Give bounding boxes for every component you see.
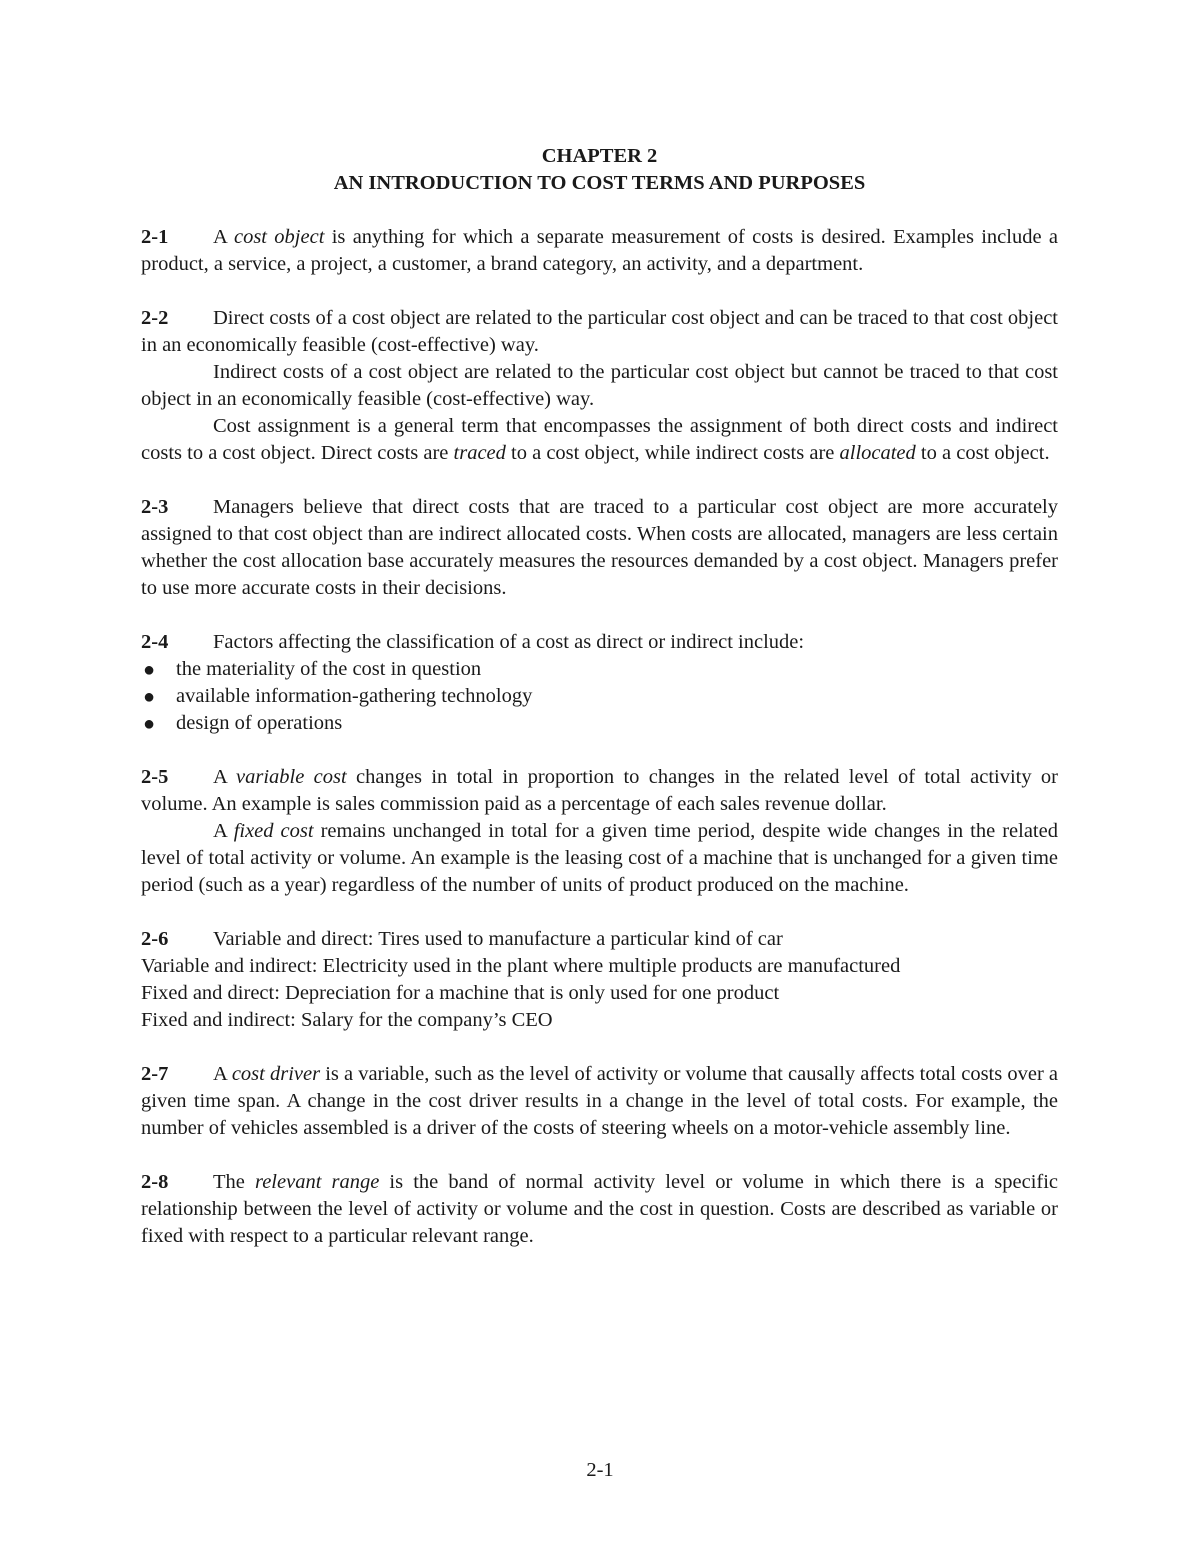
answer-text: is anything for which a separate measurement of costs is desired. Examples include a product, a service, a project, a customer, a brand category, an activity, and a department. — [141, 226, 1058, 275]
answer-text: is the band of normal activity level or volume in which there is a specific relationship between the level of activity or volume and the cost in question. Costs are described as variable or fixed with respect to a particular relevant range. — [141, 1171, 1059, 1247]
answer-2-1 — [141, 224, 1058, 278]
bullet-icon: ● — [143, 686, 156, 708]
answer-2-6 — [141, 926, 1058, 1034]
answer-text: changes in total in proportion to changes in the related level of total activity or volume. An example is sales commission paid as a percentage of each sales revenue dollar. — [141, 766, 1058, 815]
chapter-heading — [141, 143, 1058, 197]
answer-2-5 — [141, 764, 1058, 899]
answer-text: Managers believe that direct costs that are traced to a particular cost object are more accurately assigned to that cost object than are indirect allocated costs. When costs are allocated, managers are less certain whether the cost allocation base accurately measures the resources demanded by a cost object. Managers prefer to use more accurate costs in their decisions. — [141, 496, 1058, 599]
answer-line: 2-6 Variable and direct: Tires used to manufacture a particular kind of car — [141, 926, 1058, 953]
list-item: ● the materiality of the cost in question — [141, 656, 1058, 683]
answer-2-2 — [141, 305, 1058, 467]
answer-paragraph — [141, 305, 1058, 359]
answer-text: A — [213, 820, 234, 842]
page-number: 2-1 — [586, 1459, 614, 1481]
answer-number: 2-3 — [141, 496, 169, 518]
answer-2-3 — [141, 494, 1058, 602]
answer-text: A — [213, 1063, 232, 1085]
answer-text: The — [213, 1171, 255, 1193]
answer-number: 2-2 — [141, 307, 169, 329]
page-content — [141, 143, 1058, 1250]
answer-term: variable cost — [236, 766, 347, 788]
answer-paragraph — [141, 629, 1058, 656]
answer-term: cost driver — [231, 1063, 321, 1085]
answer-text: Cost assignment is a general term that encompasses the assignment of both direct costs and indirect costs to a cost object. Direct costs are — [141, 415, 1058, 464]
answer-text: to a cost object, while indirect costs are — [505, 442, 840, 464]
answer-text: A — [213, 226, 234, 248]
answer-paragraph — [141, 359, 1058, 413]
answer-number: 2-5 — [141, 766, 169, 788]
answer-line: Variable and indirect: Electricity used in the plant where multiple products are manufactured — [141, 955, 901, 977]
answer-number: 2-4 — [141, 631, 169, 653]
bullet-icon: ● — [143, 659, 156, 681]
bullet-icon: ● — [143, 713, 156, 735]
answer-2-4 — [141, 629, 1058, 737]
answer-paragraph — [141, 818, 1058, 899]
answer-line: Fixed and indirect: Salary for the company’s CEO — [141, 1009, 553, 1031]
answer-number: 2-7 — [141, 1063, 169, 1085]
answer-2-7 — [141, 1061, 1058, 1142]
answer-text: to a cost object. — [915, 442, 1050, 464]
answer-paragraph — [141, 764, 1058, 818]
answer-text: Factors affecting the classification of a cost as direct or indirect include: — [213, 631, 805, 653]
answer-line: Fixed and direct: Depreciation for a machine that is only used for one product — [141, 982, 780, 1004]
answer-term: allocated — [839, 442, 916, 464]
chapter-title: AN INTRODUCTION TO COST TERMS AND PURPOSES — [333, 172, 866, 194]
chapter-number: CHAPTER 2 — [541, 145, 658, 167]
answer-term: relevant range — [254, 1171, 380, 1193]
factor-list — [141, 656, 1058, 737]
answer-term: traced — [453, 442, 506, 464]
answer-text: Indirect costs of a cost object are related to the particular cost object but cannot be traced to that cost object in an economically feasible (cost-effective) way. — [141, 361, 1058, 410]
answer-number: 2-1 — [141, 226, 169, 248]
answer-term: cost object — [233, 226, 325, 248]
answer-text: is a variable, such as the level of activity or volume that causally affects total costs over a given time span. A change in the cost driver results in a change in the level of total costs. For example, the number of vehicles assembled is a driver of the costs of steering wheels on a motor-vehicle assembly line. — [141, 1063, 1059, 1139]
answer-paragraph — [141, 413, 1058, 467]
answer-number: 2-8 — [141, 1171, 169, 1193]
answer-2-8 — [141, 1169, 1058, 1250]
answer-text: remains unchanged in total for a given time period, despite wide changes in the related level of total activity or volume. An example is the leasing cost of a machine that is unchanged for a given time period (such as a year) regardless of the number of units of product produced on the machine. — [141, 820, 1058, 896]
answer-term: fixed cost — [233, 820, 314, 842]
list-item: ● available information-gathering technology — [141, 683, 1058, 710]
answer-text: A — [213, 766, 236, 788]
list-item: ● design of operations — [141, 710, 1058, 737]
answer-number: 2-6 — [141, 928, 169, 950]
answer-text: Direct costs of a cost object are related to the particular cost object and can be traced to that cost object in an economically feasible (cost-effective) way. — [141, 307, 1058, 356]
